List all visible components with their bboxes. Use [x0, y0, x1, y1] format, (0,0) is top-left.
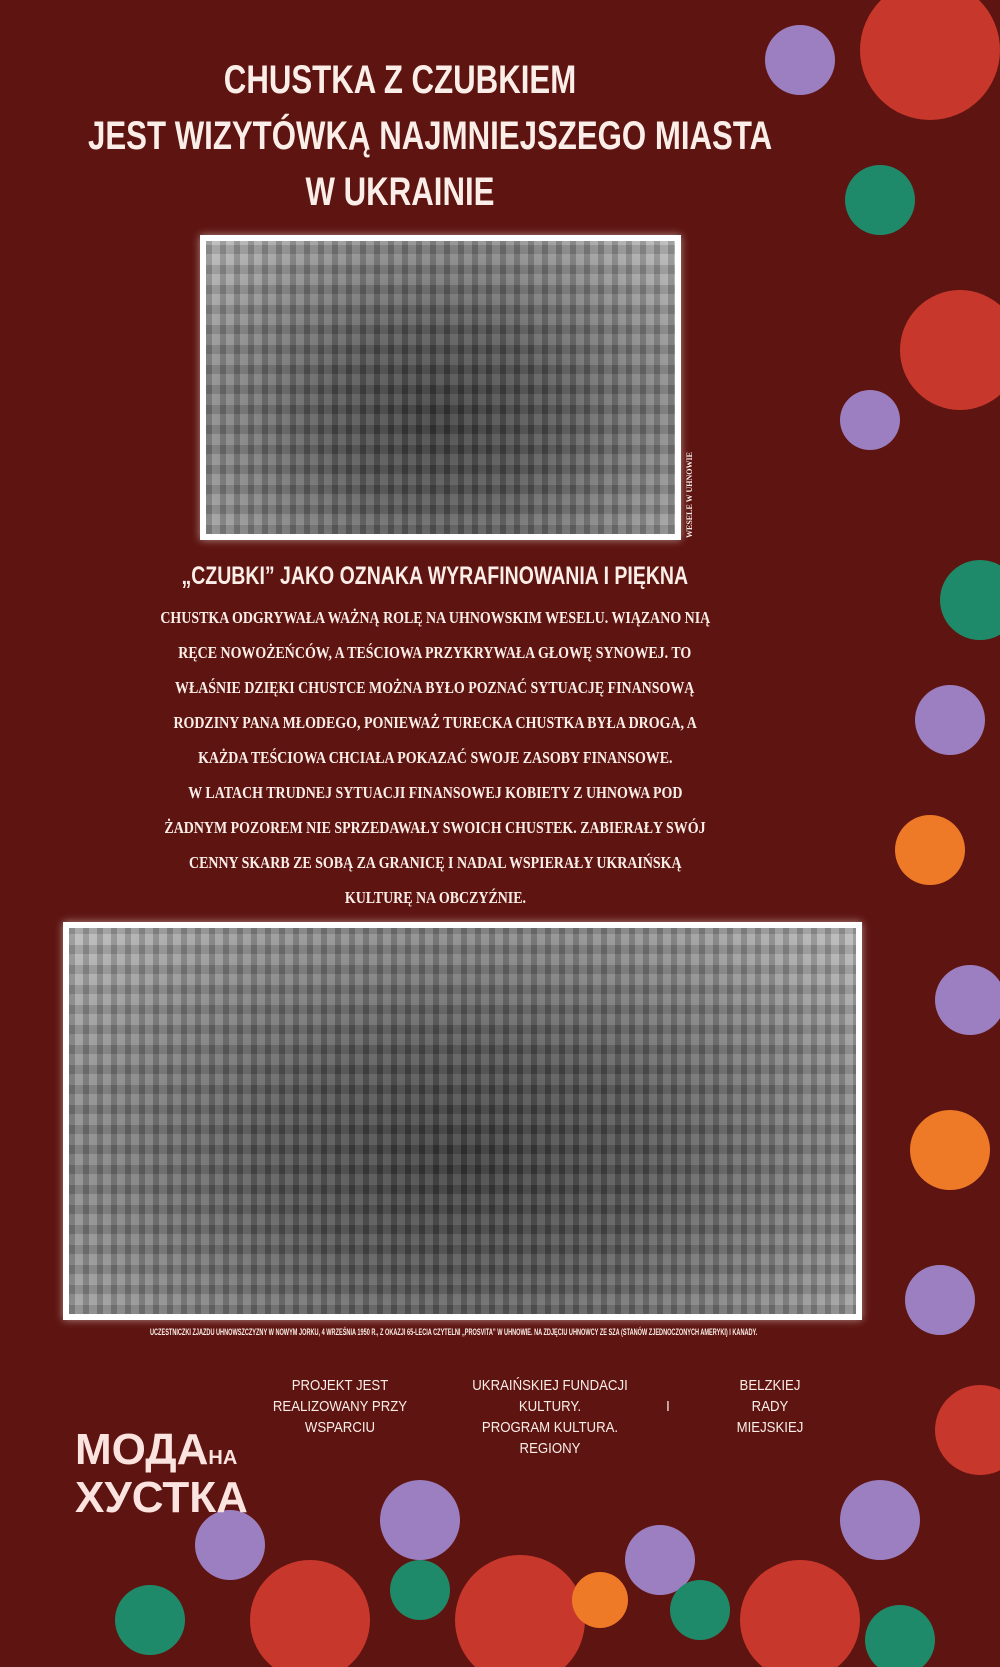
wedding-photo — [200, 235, 681, 540]
section-subtitle: „CZUBKI” JAKO OZNAKA WYRAFINOWANIA I PIĘKNA — [181, 562, 689, 590]
body-line: KAŻDA TEŚCIOWA CHCIAŁA POKAZAĆ SWOJE ZASOBY FINANSOWE. — [197, 748, 673, 767]
flower-icon — [740, 1560, 860, 1667]
footer-sponsor-ukrainian-foundation: UKRAIŃSKIEJ FUNDACJI KULTURY. PROGRAM KULTURA. REGIONY — [472, 1377, 628, 1457]
body-line: WŁAŚNIE DZIĘKI CHUSTCE MOŻNA BYŁO POZNAĆ SYTUACJĘ FINANSOWĄ — [175, 678, 695, 697]
flower-icon — [845, 165, 915, 235]
body-line: CHUSTKA ODGRYWAŁA WAŻNĄ ROLĘ NA UHNOWSKIM WESELU. WIĄZANO NIĄ — [160, 608, 710, 627]
flower-icon — [670, 1580, 730, 1640]
title-line: W UKRAINIE — [305, 170, 495, 214]
body-line: KULTURĘ NA OBCZYŹNIE. — [344, 888, 526, 907]
body-line: W LATACH TRUDNEJ SYTUACJI FINANSOWEJ KOBIETY Z UHNOWA POD — [187, 783, 683, 802]
title-line: JEST WIZYTÓWKĄ NAJMNIEJSZEGO MIASTA — [88, 114, 773, 158]
flower-icon — [940, 560, 1000, 640]
flower-icon — [380, 1480, 460, 1560]
photo-label: WESELE W UHNOWIE — [685, 452, 694, 538]
title-line: CHUSTKA Z CZUBKIEM — [223, 58, 577, 102]
body-line: RĘCE NOWOŻEŃCÓW, A TEŚCIOWA PRZYKRYWAŁA GŁOWĘ SYNOWEJ. TO — [178, 643, 692, 662]
flower-icon — [572, 1572, 628, 1628]
body-line: CENNY SKARB ZE SOBĄ ZA GRANICĘ I NADAL WSPIERAŁY UKRAIŃSKĄ — [188, 853, 682, 872]
flower-icon — [840, 1480, 920, 1560]
section-body — [0, 600, 870, 915]
flower-icon — [935, 965, 1000, 1035]
photo-caption: UCZESTNICZKI ZJAZDU UHNOWSZCZYZNY W NOWYM JORKU, 4 WRZEŚNIA 1950 R., Z OKAZJI 65-LECIA CZYTELNI „PROSVITA” W UHNOWIE. NA ZDJĘCIU UHNOWCY ZE SZA (STANÓW ZJEDNOCZONYCH AMERYKI) I KANADY. — [150, 1327, 758, 1337]
flower-icon — [895, 815, 965, 885]
footer-sponsor-belz-council: BELZKIEJ RADY MIEJSKIEJ — [736, 1377, 804, 1436]
flower-icon — [390, 1560, 450, 1620]
flower-icon — [935, 1385, 1000, 1475]
flower-icon — [865, 1605, 935, 1667]
footer-separator: I — [666, 1398, 670, 1415]
flower-icon — [115, 1585, 185, 1655]
flower-icon — [915, 685, 985, 755]
flower-icon — [455, 1555, 585, 1667]
body-line: RODZINY PANA MŁODEGO, PONIEWAŻ TURECKA CHUSTKA BYŁA DROGA, A — [173, 713, 697, 732]
flower-icon — [860, 0, 1000, 120]
flower-icon — [250, 1560, 370, 1667]
moda-na-khustka-logo: МОДАНА ХУСТКА — [75, 1425, 248, 1522]
body-line: ŻADNYM POZOREM NIE SPRZEDAWAŁY SWOICH CHUSTEK. ZABIERAŁY SWÓJ — [164, 818, 706, 837]
page-title — [0, 52, 800, 220]
flower-icon — [900, 290, 1000, 410]
flower-icon — [910, 1110, 990, 1190]
flower-icon — [840, 390, 900, 450]
group-photo — [63, 922, 862, 1320]
footer-support-text: PROJEKT JEST REALIZOWANY PRZY WSPARCIU — [272, 1377, 408, 1436]
